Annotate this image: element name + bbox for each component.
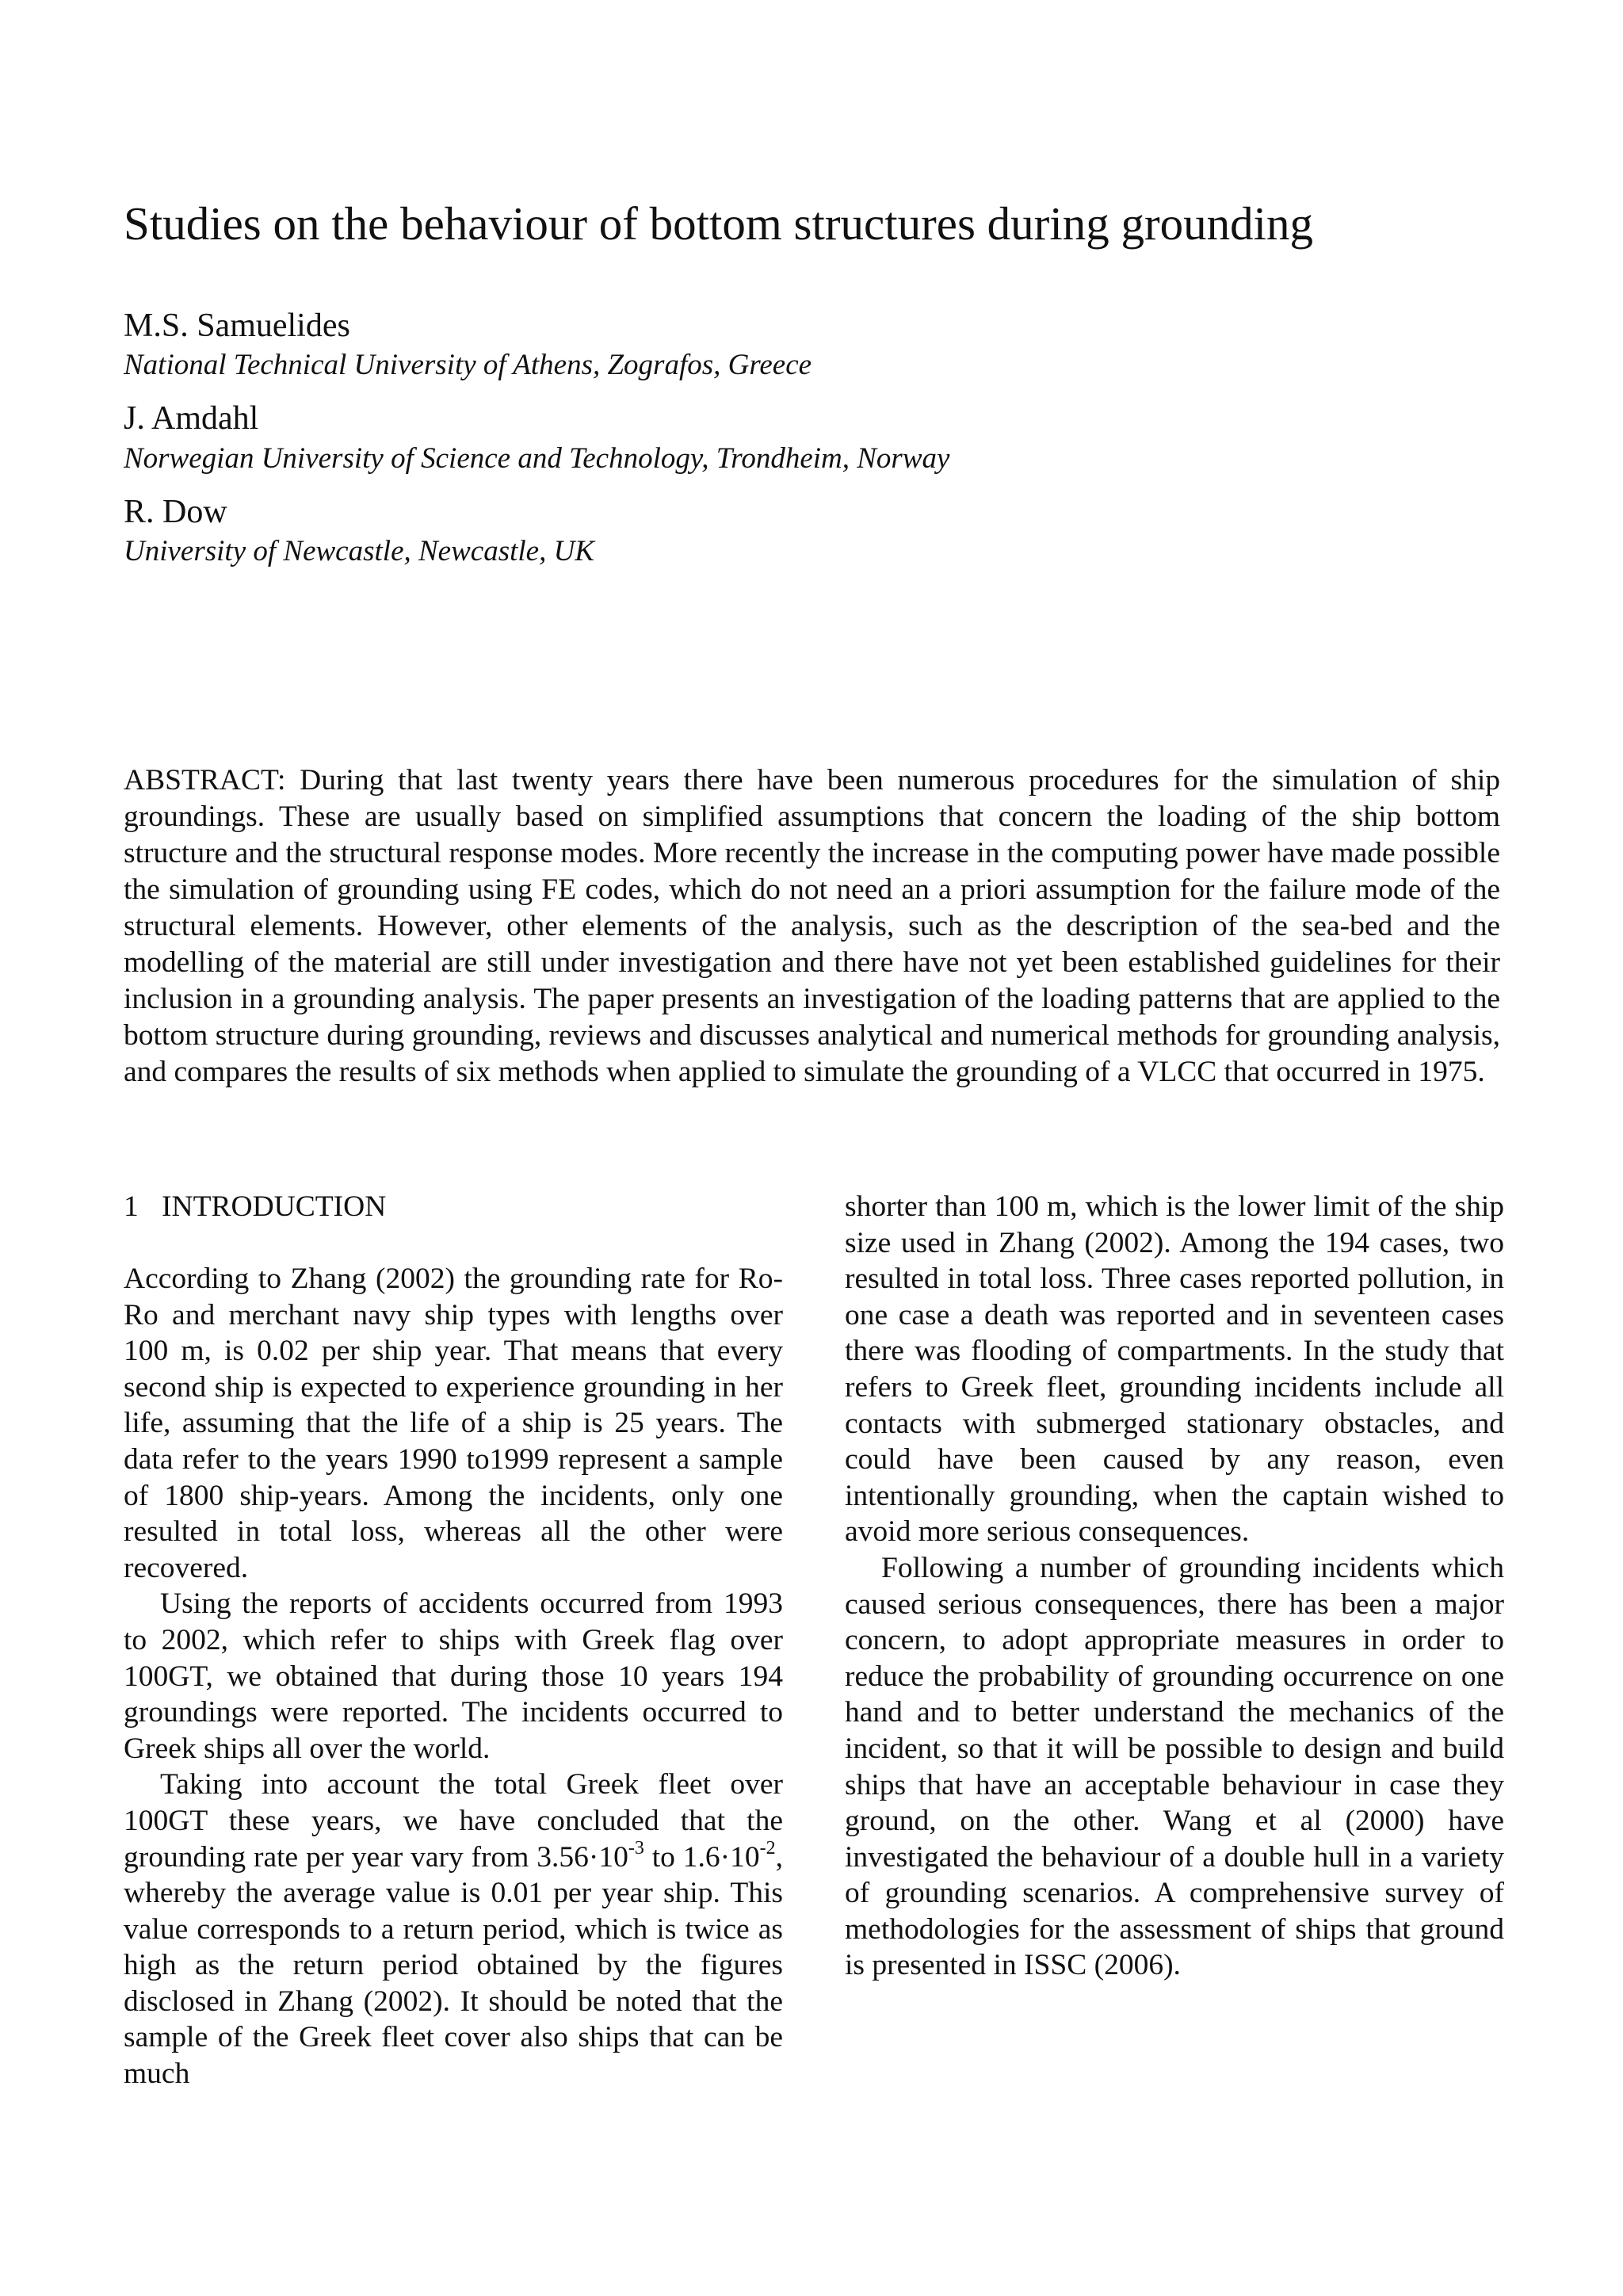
author-name: R. Dow	[124, 494, 227, 530]
paper-title: Studies on the behaviour of bottom structures during grounding	[124, 197, 1314, 250]
section-heading	[124, 1189, 781, 1225]
right-column	[845, 1189, 1504, 1984]
paragraph: Following a number of grounding incidents which caused serious consequences, there has been a major concern, to adopt appropriate measures in order to reduce the probability of grounding occurrence on one hand and to better understand the mechanics of the incident, so that it will be possible to design and build ships that have an acceptable behaviour in case they ground, on the other. Wang et al (2000) have investigated the behaviour of a double hull in a variety of grounding scenarios. A comprehensive survey of methodologies for the assessment of ships that ground is presented in ISSC (2006).	[845, 1551, 1504, 1982]
author-name: M.S. Samuelides	[124, 308, 350, 344]
paragraph-text: , whereby the average value is 0.01 per year ship. This value corresponds to a return period, which is twice as high as the return period obtained by the figures disclosed in Zhang (2002). It should be noted that the sample of the Greek fleet cover also ships that can be much	[124, 1840, 783, 2091]
paragraph	[124, 1767, 783, 2092]
paragraph: According to Zhang (2002) the grounding rate for Ro-Ro and merchant navy ship types with lengths over 100 m, is 0.02 per ship year. That means that every second ship is expected to experience grounding in her life, assuming that the life of a ship is 25 years. The data refer to the years 1990 to1999 represent a sample of 1800 ship-years. Among the incidents, only one resulted in total loss, whereas all the other were recovered.	[124, 1263, 783, 1584]
abstract: ABSTRACT: During that last twenty years there have been numerous procedures for the simulation of ship groundings. These are usually based on simplified assumptions that concern the loading of the ship bottom structure and the structural response modes. More recently the increase in the computing power have made possible the simulation of grounding using FE codes, which do not need an a priori assumption for the failure mode of the structural elements. However, other elements of the analysis, such as the description of the sea-bed and the modelling of the material are still under investigation and there have not yet been established guidelines for their inclusion in a grounding analysis. The paper presents an investigation of the loading patterns that are applied to the bottom structure during grounding, reviews and discusses analytical and numerical methods for grounding analysis, and compares the results of six methods when applied to simulate the grounding of a VLCC that occurred in 1975.	[124, 764, 1500, 1088]
paragraph-text: Taking into account the total Greek fleet over 100GT these years, we have concluded that the grounding rate per year vary from 3.56·10	[124, 1768, 783, 1874]
paragraph: Using the reports of accidents occurred from 1993 to 2002, which refer to ships with Greek flag over 100GT, we obtained that during those 10 years 194 groundings were reported. The incidents occurred to Greek ships all over the world.	[124, 1587, 783, 1765]
paragraph: shorter than 100 m, which is the lower limit of the ship size used in Zhang (2002). Among the 194 cases, two resulted in total loss. Three cases reported pollution, in one case a death was reported and in seventeen cases there was flooding of compartments. In the study that refers to Greek fleet, grounding incidents include all contacts with submerged stationary obstacles, and could have been caused by any reason, even intentionally grounding, when the captain wished to avoid more serious consequences.	[845, 1190, 1504, 1549]
exponent: -2	[759, 1837, 776, 1859]
author-affiliation: University of Newcastle, Newcastle, UK	[124, 535, 594, 567]
exponent: -3	[628, 1837, 644, 1859]
section-title: INTRODUCTION	[162, 1190, 387, 1223]
section-number: 1	[124, 1190, 139, 1223]
author-affiliation: National Technical University of Athens, Zografos, Greece	[124, 349, 812, 381]
paragraph-text: to 1.6·10	[643, 1840, 760, 1874]
author-affiliation: Norwegian University of Science and Technology, Trondheim, Norway	[124, 442, 950, 475]
left-column	[124, 1261, 783, 2092]
author-name: J. Amdahl	[124, 400, 259, 437]
